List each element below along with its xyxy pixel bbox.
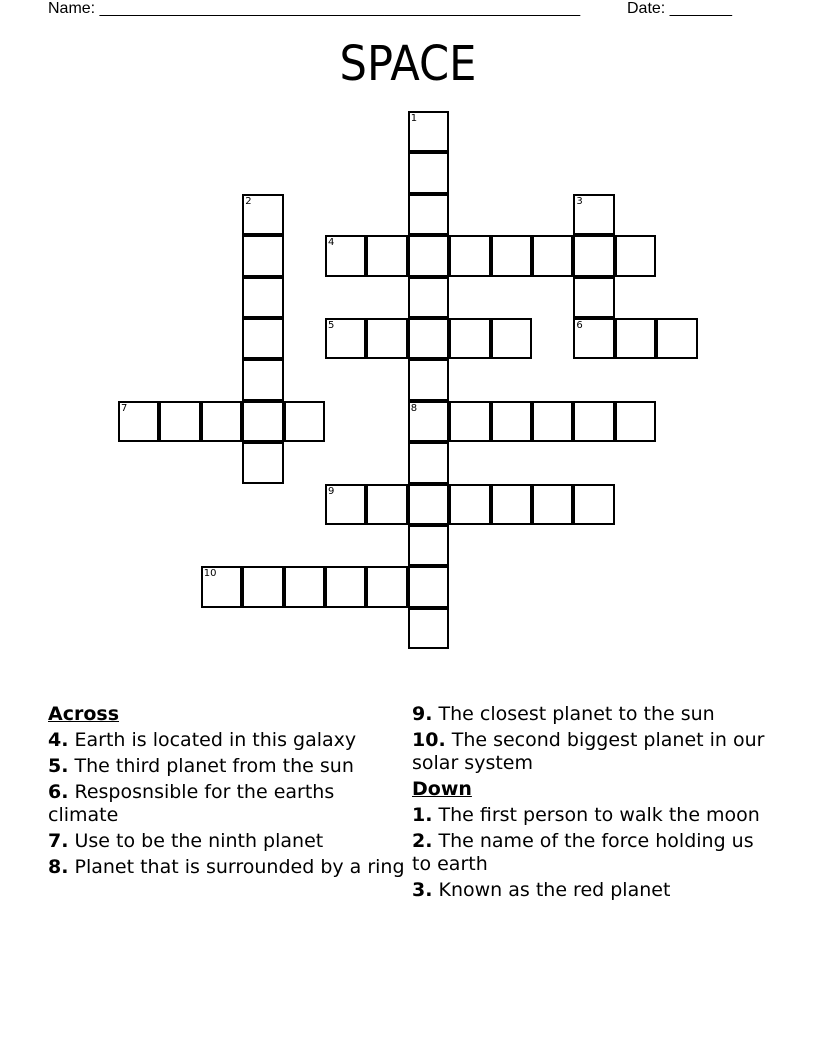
down-heading: Down bbox=[412, 778, 472, 800]
grid-cell[interactable] bbox=[615, 401, 656, 442]
grid-cell[interactable] bbox=[408, 566, 449, 607]
grid-cell[interactable] bbox=[325, 566, 366, 607]
clue-number: 3. bbox=[412, 879, 433, 901]
grid-cell[interactable] bbox=[242, 235, 283, 276]
grid-cell[interactable] bbox=[118, 401, 159, 442]
grid-cell[interactable] bbox=[449, 318, 490, 359]
cell-number: 6 bbox=[576, 320, 583, 331]
grid-cell[interactable] bbox=[366, 235, 407, 276]
grid-cell[interactable] bbox=[573, 235, 614, 276]
grid-cell[interactable] bbox=[325, 484, 366, 525]
clue-number: 9. bbox=[412, 703, 433, 725]
grid-cell[interactable] bbox=[573, 194, 614, 235]
grid-cell[interactable] bbox=[201, 401, 242, 442]
grid-cell[interactable] bbox=[284, 566, 325, 607]
grid-cell[interactable] bbox=[325, 235, 366, 276]
grid-cell[interactable] bbox=[408, 318, 449, 359]
cell-number: 8 bbox=[410, 402, 418, 414]
clue-item bbox=[412, 879, 772, 902]
date-label: Date: bbox=[627, 0, 666, 17]
grid-cell[interactable] bbox=[242, 566, 283, 607]
clue-number: 7. bbox=[48, 830, 69, 852]
clue-item bbox=[412, 729, 772, 775]
grid-cell[interactable] bbox=[242, 442, 283, 483]
clue-number: 8. bbox=[48, 856, 69, 878]
grid-cell[interactable] bbox=[532, 401, 573, 442]
clue-text: Known as the red planet bbox=[438, 879, 671, 901]
clue-text: The first person to walk the moon bbox=[438, 804, 760, 826]
clue-item bbox=[412, 830, 772, 876]
clue-item bbox=[48, 781, 408, 827]
grid-cell[interactable] bbox=[242, 194, 283, 235]
clue-item bbox=[48, 729, 408, 752]
grid-cell[interactable] bbox=[408, 442, 449, 483]
grid-cell[interactable] bbox=[449, 484, 490, 525]
clue-number: 10. bbox=[412, 729, 446, 751]
grid-cell[interactable] bbox=[325, 318, 366, 359]
name-field[interactable] bbox=[48, 0, 580, 18]
grid-cell[interactable] bbox=[656, 318, 697, 359]
name-blank: ______________________________________________________ bbox=[99, 0, 581, 17]
grid-cell[interactable] bbox=[242, 318, 283, 359]
clue-number: 5. bbox=[48, 755, 69, 777]
clue-item bbox=[412, 703, 772, 726]
clue-number: 1. bbox=[412, 804, 433, 826]
grid-cell[interactable] bbox=[366, 566, 407, 607]
clue-item bbox=[48, 755, 408, 778]
cell-number: 1 bbox=[410, 113, 418, 124]
clue-text: The second biggest planet in our solar system bbox=[412, 729, 765, 774]
clue-text: Earth is located in this galaxy bbox=[74, 729, 357, 751]
grid-cell[interactable] bbox=[532, 235, 573, 276]
clue-text: The closest planet to the sun bbox=[438, 703, 715, 725]
clue-number: 6. bbox=[48, 781, 69, 803]
grid-cell[interactable] bbox=[408, 194, 449, 235]
clues-left-column bbox=[48, 703, 408, 882]
grid-cell[interactable] bbox=[408, 111, 449, 152]
grid-cell[interactable] bbox=[408, 525, 449, 566]
clue-number: 2. bbox=[412, 830, 433, 852]
grid-cell[interactable] bbox=[242, 401, 283, 442]
cell-number: 7 bbox=[121, 402, 128, 414]
clue-item bbox=[48, 856, 408, 879]
grid-cell[interactable] bbox=[573, 277, 614, 318]
date-field[interactable] bbox=[627, 0, 732, 18]
grid-cell[interactable] bbox=[491, 318, 532, 359]
cell-number: 4 bbox=[328, 237, 335, 249]
clue-text: Planet that is surrounded by a ring bbox=[74, 856, 405, 878]
clue-number: 4. bbox=[48, 729, 69, 751]
cell-number: 3 bbox=[576, 195, 583, 207]
grid-cell[interactable] bbox=[449, 401, 490, 442]
cell-number: 2 bbox=[245, 195, 252, 207]
grid-cell[interactable] bbox=[573, 318, 614, 359]
grid-cell[interactable] bbox=[159, 401, 200, 442]
name-label: Name: bbox=[48, 0, 96, 17]
cell-number: 10 bbox=[203, 568, 217, 580]
grid-cell[interactable] bbox=[408, 484, 449, 525]
grid-cell[interactable] bbox=[408, 359, 449, 400]
across-heading: Across bbox=[48, 703, 120, 725]
clues-right-column bbox=[412, 703, 772, 905]
grid-cell[interactable] bbox=[408, 277, 449, 318]
grid-cell[interactable] bbox=[491, 484, 532, 525]
grid-cell[interactable] bbox=[615, 235, 656, 276]
grid-cell[interactable] bbox=[449, 235, 490, 276]
grid-cell[interactable] bbox=[573, 401, 614, 442]
grid-cell[interactable] bbox=[573, 484, 614, 525]
date-blank: _______ bbox=[669, 0, 732, 17]
grid-cell[interactable] bbox=[408, 235, 449, 276]
puzzle-title: SPACE bbox=[339, 36, 477, 92]
clue-text: Resposnsible for the earths climate bbox=[48, 781, 335, 826]
clue-item bbox=[48, 830, 408, 853]
grid-cell[interactable] bbox=[491, 401, 532, 442]
grid-cell[interactable] bbox=[532, 484, 573, 525]
grid-cell[interactable] bbox=[242, 277, 283, 318]
clue-text: Use to be the ninth planet bbox=[74, 830, 324, 852]
cell-number: 9 bbox=[328, 485, 335, 497]
cell-number: 5 bbox=[328, 320, 335, 331]
clue-item bbox=[412, 804, 772, 827]
grid-cell[interactable] bbox=[284, 401, 325, 442]
grid-cell[interactable] bbox=[366, 318, 407, 359]
grid-cell[interactable] bbox=[615, 318, 656, 359]
grid-cell[interactable] bbox=[408, 608, 449, 649]
grid-cell[interactable] bbox=[242, 359, 283, 400]
grid-cell[interactable] bbox=[201, 566, 242, 607]
grid-cell[interactable] bbox=[491, 235, 532, 276]
grid-cell[interactable] bbox=[408, 401, 449, 442]
grid-cell[interactable] bbox=[366, 484, 407, 525]
grid-cell[interactable] bbox=[408, 152, 449, 193]
clue-text: The name of the force holding us to earth bbox=[412, 830, 754, 875]
clue-text: The third planet from the sun bbox=[74, 755, 354, 777]
